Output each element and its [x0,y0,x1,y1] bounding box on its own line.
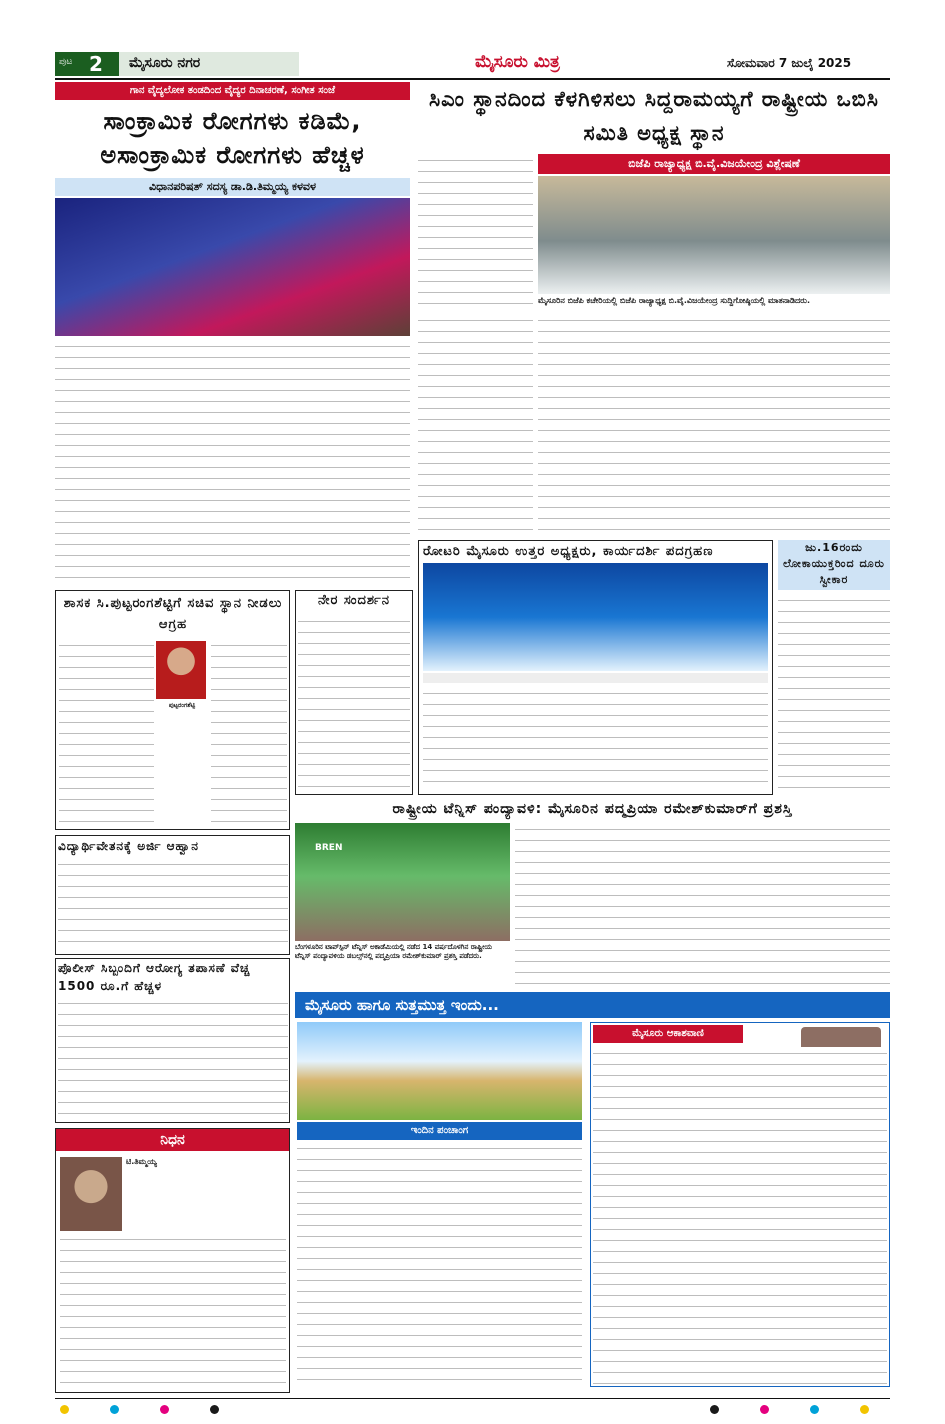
story-minister [55,590,290,830]
interview-body [298,615,410,793]
story-lokayukta [778,540,890,795]
scholarship-body [58,858,288,952]
story-interview [295,590,413,795]
photo-caption: ಮೈಸೂರಿನ ಬಿಜೆಪಿ ಕಚೇರಿಯಲ್ಲಿ ಬಿಜೆಪಿ ರಾಜ್ಯಾಧ್ಯಕ್ಷ ಬಿ.ವೈ.ವಿಜಯೇಂದ್ರ ಸುದ್ದಿಗೋಷ್ಠಿಯಲ್ಲಿ ಮಾತನಾಡಿದರು. [538,296,810,305]
masthead-rule [55,78,890,80]
registration-dot [860,1405,869,1414]
today-header: ಮೈಸೂರು ಹಾಗೂ ಸುತ್ತಮುತ್ತ ಇಂದು... [295,992,890,1018]
police-body [58,997,288,1120]
obituary-body [60,1233,286,1389]
event-photo [55,198,410,336]
story-rotary [418,540,773,795]
registration-dot [110,1405,119,1414]
headline: ಸಾಂಕ್ರಾಮಿಕ ರೋಗಗಳು ಕಡಿಮೆ, ಅಸಾಂಕ್ರಾಮಿಕ ರೋಗಗಳು ಹೆಚ್ಚಳ [100,107,365,169]
registration-dot [710,1405,719,1414]
headline: ಪೊಲೀಸ್ ಸಿಬ್ಬಂದಿಗೆ ಆರೋಗ್ಯ ತಪಾಸಣೆ ವೆಚ್ಚ 1500 ರೂ.ಗೆ ಹೆಚ್ಚಳ [58,961,251,993]
page-label: ಪುಟ [59,57,73,67]
story2-body [538,314,890,539]
minister-photo-caption: ಪುಟ್ಟರಂಗಶೆಟ್ಟಿ [168,702,196,709]
edition-date: ಸೋಮವಾರ 7 ಜುಲೈ 2025 [727,56,852,70]
section-title [119,52,299,76]
headline: ವಿದ್ಯಾರ್ಥಿವೇತನಕ್ಕೆ ಅರ್ಜಿ ಆಹ್ವಾನ [58,839,199,853]
story-tennis [295,797,890,987]
today-section [295,992,890,1392]
headline: ಸಿಎಂ ಸ್ಥಾನದಿಂದ ಕೆಳಗಿಳಿಸಲು ಸಿದ್ದರಾಮಯ್ಯಗೆ ರಾಷ್ಟ್ರೀಯ ಒಬಿಸಿ ಸಮಿತಿ ಅಧ್ಯಕ್ಷ ಸ್ಥಾನ [429,87,879,145]
radio-header: ಮೈಸೂರು ಆಕಾಶವಾಣಿ [593,1025,743,1043]
rotary-caption [423,673,768,683]
sponsor-banner: BREN [315,843,343,853]
page-number: 2 [89,52,103,76]
headline: ರೋಟರಿ ಮೈಸೂರು ಉತ್ತರ ಅಧ್ಯಕ್ಷರು, ಕಾರ್ಯದರ್ಶಿ ಪದಗ್ರಹಣ [423,544,714,559]
headline: ಶಾಸಕ ಸಿ.ಪುಟ್ಟರಂಗಶೆಟ್ಟಿಗೆ ಸಚಿವ ಸ್ಥಾನ ನೀಡಲು ಆಗ್ರಹ [63,596,283,632]
palace-photo [297,1022,582,1120]
headline: ರಾಷ್ಟ್ರೀಯ ಟೆನ್ನಿಸ್ ಪಂದ್ಯಾವಳಿ: ಮೈಸೂರಿನ ಪದ್ಮಪ್ರಿಯಾ ರಮೇಶ್‌ಕುಮಾರ್‌ಗೆ ಪ್ರಶಸ್ತಿ [392,801,793,817]
registration-dot [160,1405,169,1414]
obituary-header: ನಿಧನ [56,1129,289,1151]
registration-dot [210,1405,219,1414]
subhead: ವಿಧಾನಪರಿಷತ್ ಸದಸ್ಯ ಡಾ.ಡಿ.ತಿಮ್ಮಯ್ಯ ಕಳವಳ [55,178,410,196]
registration-dot [60,1405,69,1414]
footer-rule [55,1398,890,1399]
rotary-body [423,687,768,792]
story1-body [55,340,410,580]
headline: ನೇರ ಸಂದರ್ಶನ [317,593,391,608]
radio-schedule [593,1047,887,1385]
minister-body-right [211,639,287,827]
obituary-photo [60,1157,122,1231]
registration-dot [760,1405,769,1414]
tennis-body [515,823,890,987]
minister-body [59,639,154,827]
radio-box [590,1022,890,1387]
story-health [55,82,410,382]
page-number-box [55,52,119,76]
kicker: ಗಾನ ವೈದ್ಯಲೋಕ ತಂಡದಿಂದ ವೈದ್ಯರ ದಿನಾಚರಣೆ, ಸಂಗೀತ ಸಂಜೆ [55,82,410,100]
today-events [297,1142,582,1387]
obituary [55,1128,290,1393]
story-police [55,958,290,1123]
masthead [55,52,890,76]
registration-dot [810,1405,819,1414]
obituary-name: ಟಿ.ತಿಮ್ಮಯ್ಯ [126,1157,157,1166]
story-scholarship [55,835,290,955]
section-label: ಮೈಸೂರು ನಗರ [129,55,201,71]
panchanga-title: ಇಂದಿನ ಪಂಚಾಂಗ [297,1122,582,1140]
subhead: ಬಿಜೆಪಿ ರಾಜ್ಯಾಧ್ಯಕ್ಷ ಬಿ.ವೈ.ವಿಜಯೇಂದ್ರ ವಿಶ್ಲೇಷಣೆ [538,154,890,174]
tennis-caption: ಬೆಂಗಳೂರಿನ ಟಾಪ್‌ಸ್ಪಿನ್ ಟೆನ್ನಿಸ್ ಅಕಾಡೆಮಿಯಲ್ಲಿ ನಡೆದ 14 ವರ್ಷದೊಳಗಿನ ರಾಷ್ಟ್ರೀಯ ಟೆನ್ನಿಸ್ ಪಂದ್ಯಾವಳಿಯ ಡಬಲ್ಸ್‌ನಲ್ಲಿ ಪದ್ಮಪ್ರಿಯಾ ರಮೇಶ್‌ಕುಮಾರ್ ಪ್ರಶಸ್ತಿ ಪಡೆದರು. [295,943,492,960]
press-photo [538,176,890,294]
story-cm [418,82,890,312]
lokayukta-body [778,594,890,794]
tennis-photo [295,823,510,941]
minister-photo [156,641,206,699]
headline: ಜು.16ರಂದು ಲೋಕಾಯುಕ್ತರಿಂದ ದೂರು ಸ್ವೀಕಾರ [778,540,890,590]
rotary-photo [423,563,768,671]
paper-name: ಮೈಸೂರು ಮಿತ್ರ [475,52,560,72]
story2-col1-cont [418,314,533,539]
